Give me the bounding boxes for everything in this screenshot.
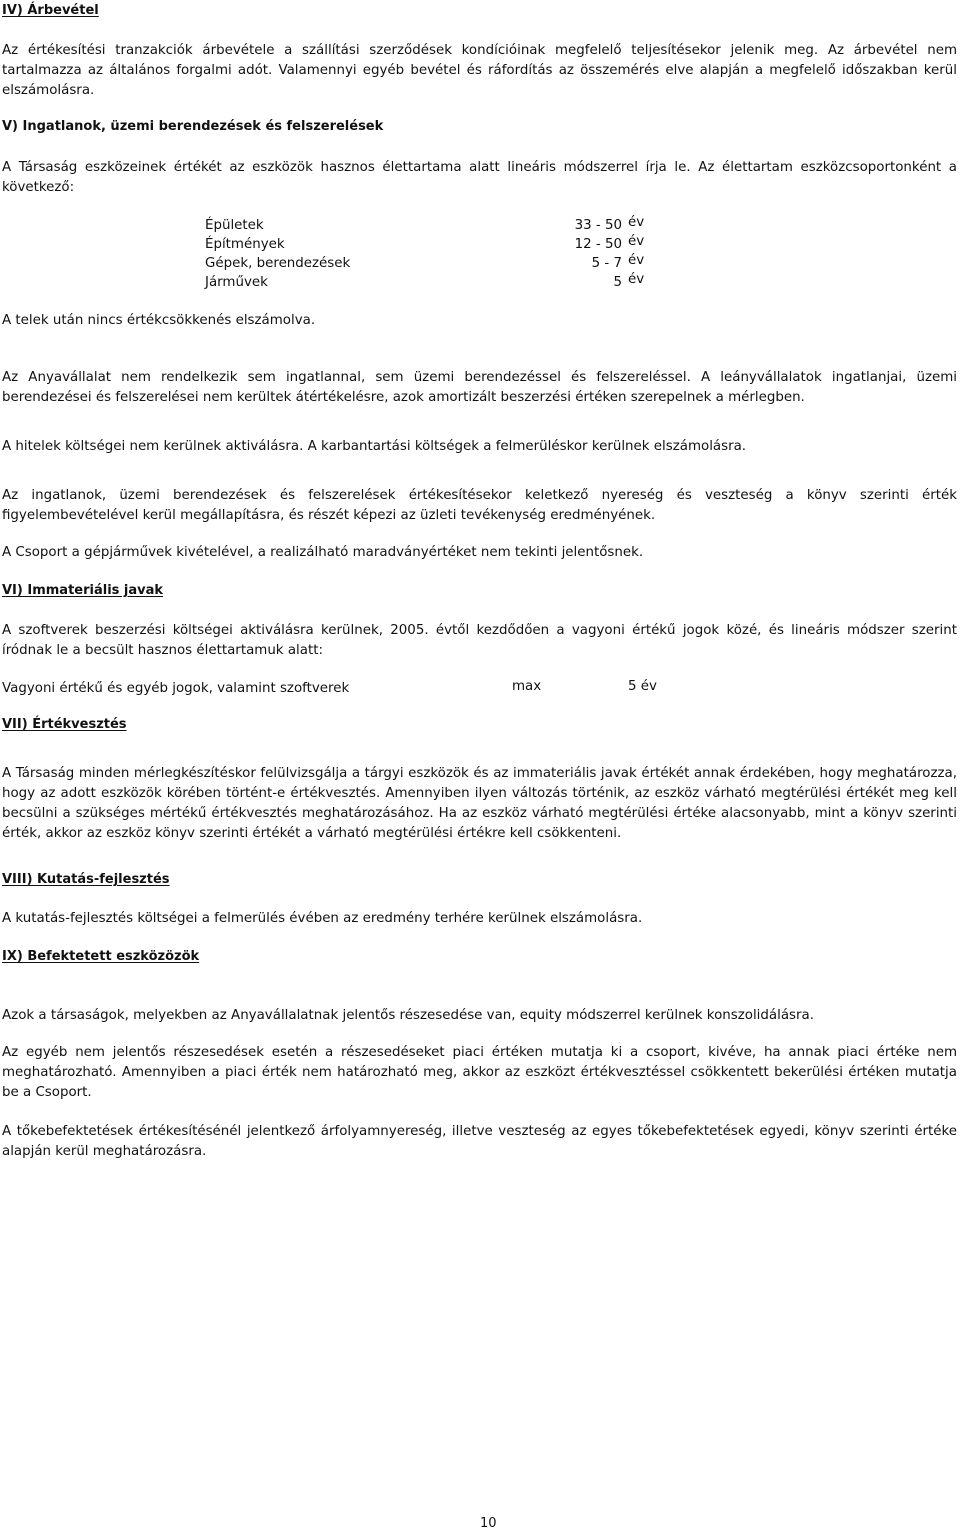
section-v-paragraph-1: A Társaság eszközeinek értékét az eszközök hasznos élettartama alatt lineáris módszerrel írja le. Az élettartam eszközcsoportonként a következő: <box>2 160 957 195</box>
section-iv-paragraph: Az értékesítési tranzakciók árbevétele a szállítási szerződések kondícióinak megfelelő teljesítésekor jelenik meg. Az árbevétel nem tartalmazza az általános forgalmi adót. Valamennyi egyéb bevétel és ráfordítás az összemérés elve alapján a megfelelő időszakban kerül elszámolásra. <box>2 43 957 98</box>
table-row-range: 5 - 7 <box>591 256 622 271</box>
section-ix-paragraph-1: Azok a társaságok, melyekben az Anyavállalatnak jelentős részesedése van, equity módszerrel kerülnek konszolidálásra. <box>2 1008 814 1023</box>
section-viii-paragraph: A kutatás-fejlesztés költségei a felmerülés évében az eredmény terhére kerülnek elszámolásra. <box>2 911 643 926</box>
table-row-label: Építmények <box>205 237 285 252</box>
section-v-paragraph-4: A hitelek költségei nem kerülnek aktiválásra. A karbantartási költségek a felmerüléskor kerülnek elszámolásra. <box>2 439 747 454</box>
table-row-unit: év <box>628 234 645 249</box>
section-v-paragraph-6: A Csoport a gépjárművek kivételével, a realizálható maradványértéket nem tekinti jelentősnek. <box>2 545 644 560</box>
section-viii-heading: VIII) Kutatás-fejlesztés <box>2 872 170 887</box>
section-ix-paragraph-3: A tőkebefektetések értékesítésénél jelentkező árfolyamnyereség, illetve veszteség az egyes tőkebefektetések egyedi, könyv szerinti értéke alapján kerül meghatározásra. <box>2 1124 957 1159</box>
table-row-unit: év <box>628 272 645 287</box>
table-row-range: 5 <box>613 275 622 290</box>
table-row-unit: év <box>628 215 645 230</box>
section-vi-row-max: max <box>512 679 542 694</box>
section-v-paragraph-3: Az Anyavállalat nem rendelkezik sem ingatlannal, sem üzemi berendezéssel és felszereléssel. A leányvállalatok ingatlanjai, üzemi berendezései és felszerelései nem kerültek átértékelésre, azok amortizált beszerzési értéken szerepelnek a mérlegben. <box>2 370 957 405</box>
table-row-label: Épületek <box>205 218 264 233</box>
section-vi-row-label: Vagyoni értékű és egyéb jogok, valamint szoftverek <box>2 681 350 696</box>
table-row-label: Járművek <box>205 275 268 290</box>
section-v-heading: V) Ingatlanok, üzemi berendezések és felszerelések <box>2 119 384 134</box>
table-row-range: 33 - 50 <box>574 218 622 233</box>
table-row-range: 12 - 50 <box>574 237 622 252</box>
section-v-paragraph-2: A telek után nincs értékcsökkenés elszámolva. <box>2 313 316 328</box>
section-vii-heading: VII) Értékvesztés <box>2 717 127 732</box>
table-row-label: Gépek, berendezések <box>205 256 351 271</box>
section-ix-heading: IX) Befektetett eszközözök <box>2 949 200 964</box>
table-row-unit: év <box>628 253 645 268</box>
section-ix-paragraph-2: Az egyéb nem jelentős részesedések esetén a részesedéseket piaci értéken mutatja ki a csoport, kivéve, ha annak piaci értéke nem meghatározható. Amennyiben a piaci érték nem határozható meg, akkor az eszközt értékvesztéssel csökkentett bekerülési értéken mutatja be a Csoport. <box>2 1045 957 1100</box>
page-number: 10 <box>480 1516 497 1531</box>
section-v-paragraph-5: Az ingatlanok, üzemi berendezések és felszerelések értékesítésekor keletkező nyereség és veszteség a könyv szerinti érték figyelembevételével kerül megállapításra, és részét képezi az üzleti tevékenység eredményének. <box>2 488 957 523</box>
section-vi-row-value: 5 év <box>628 679 657 694</box>
section-vii-paragraph: A Társaság minden mérlegkészítéskor felülvizsgálja a tárgyi eszközök és az immateriális javak értékét annak érdekében, hogy meghatározza, hogy az adott eszközök körében történt-e értékvesztés. Amennyiben ilyen változás történik, az eszköz várható megtérülési értékét meg kell becsülni a szükséges mértékű értékvesztés meghatározásához. Ha az eszköz várható megtérülési értéke alacsonyabb, mint a könyv szerinti érték, akkor az eszköz könyv szerinti értékét a várható megtérülési értékre kell csökkenteni. <box>2 766 957 841</box>
section-vi-heading: VI) Immateriális javak <box>2 583 164 598</box>
section-iv-heading: IV) Árbevétel <box>2 3 99 18</box>
section-vi-paragraph: A szoftverek beszerzési költségei aktiválásra kerülnek, 2005. évtől kezdődően a vagyoni értékű jogok közé, és lineáris módszer szerint íródnak le a becsült hasznos élettartamuk alatt: <box>2 623 957 658</box>
